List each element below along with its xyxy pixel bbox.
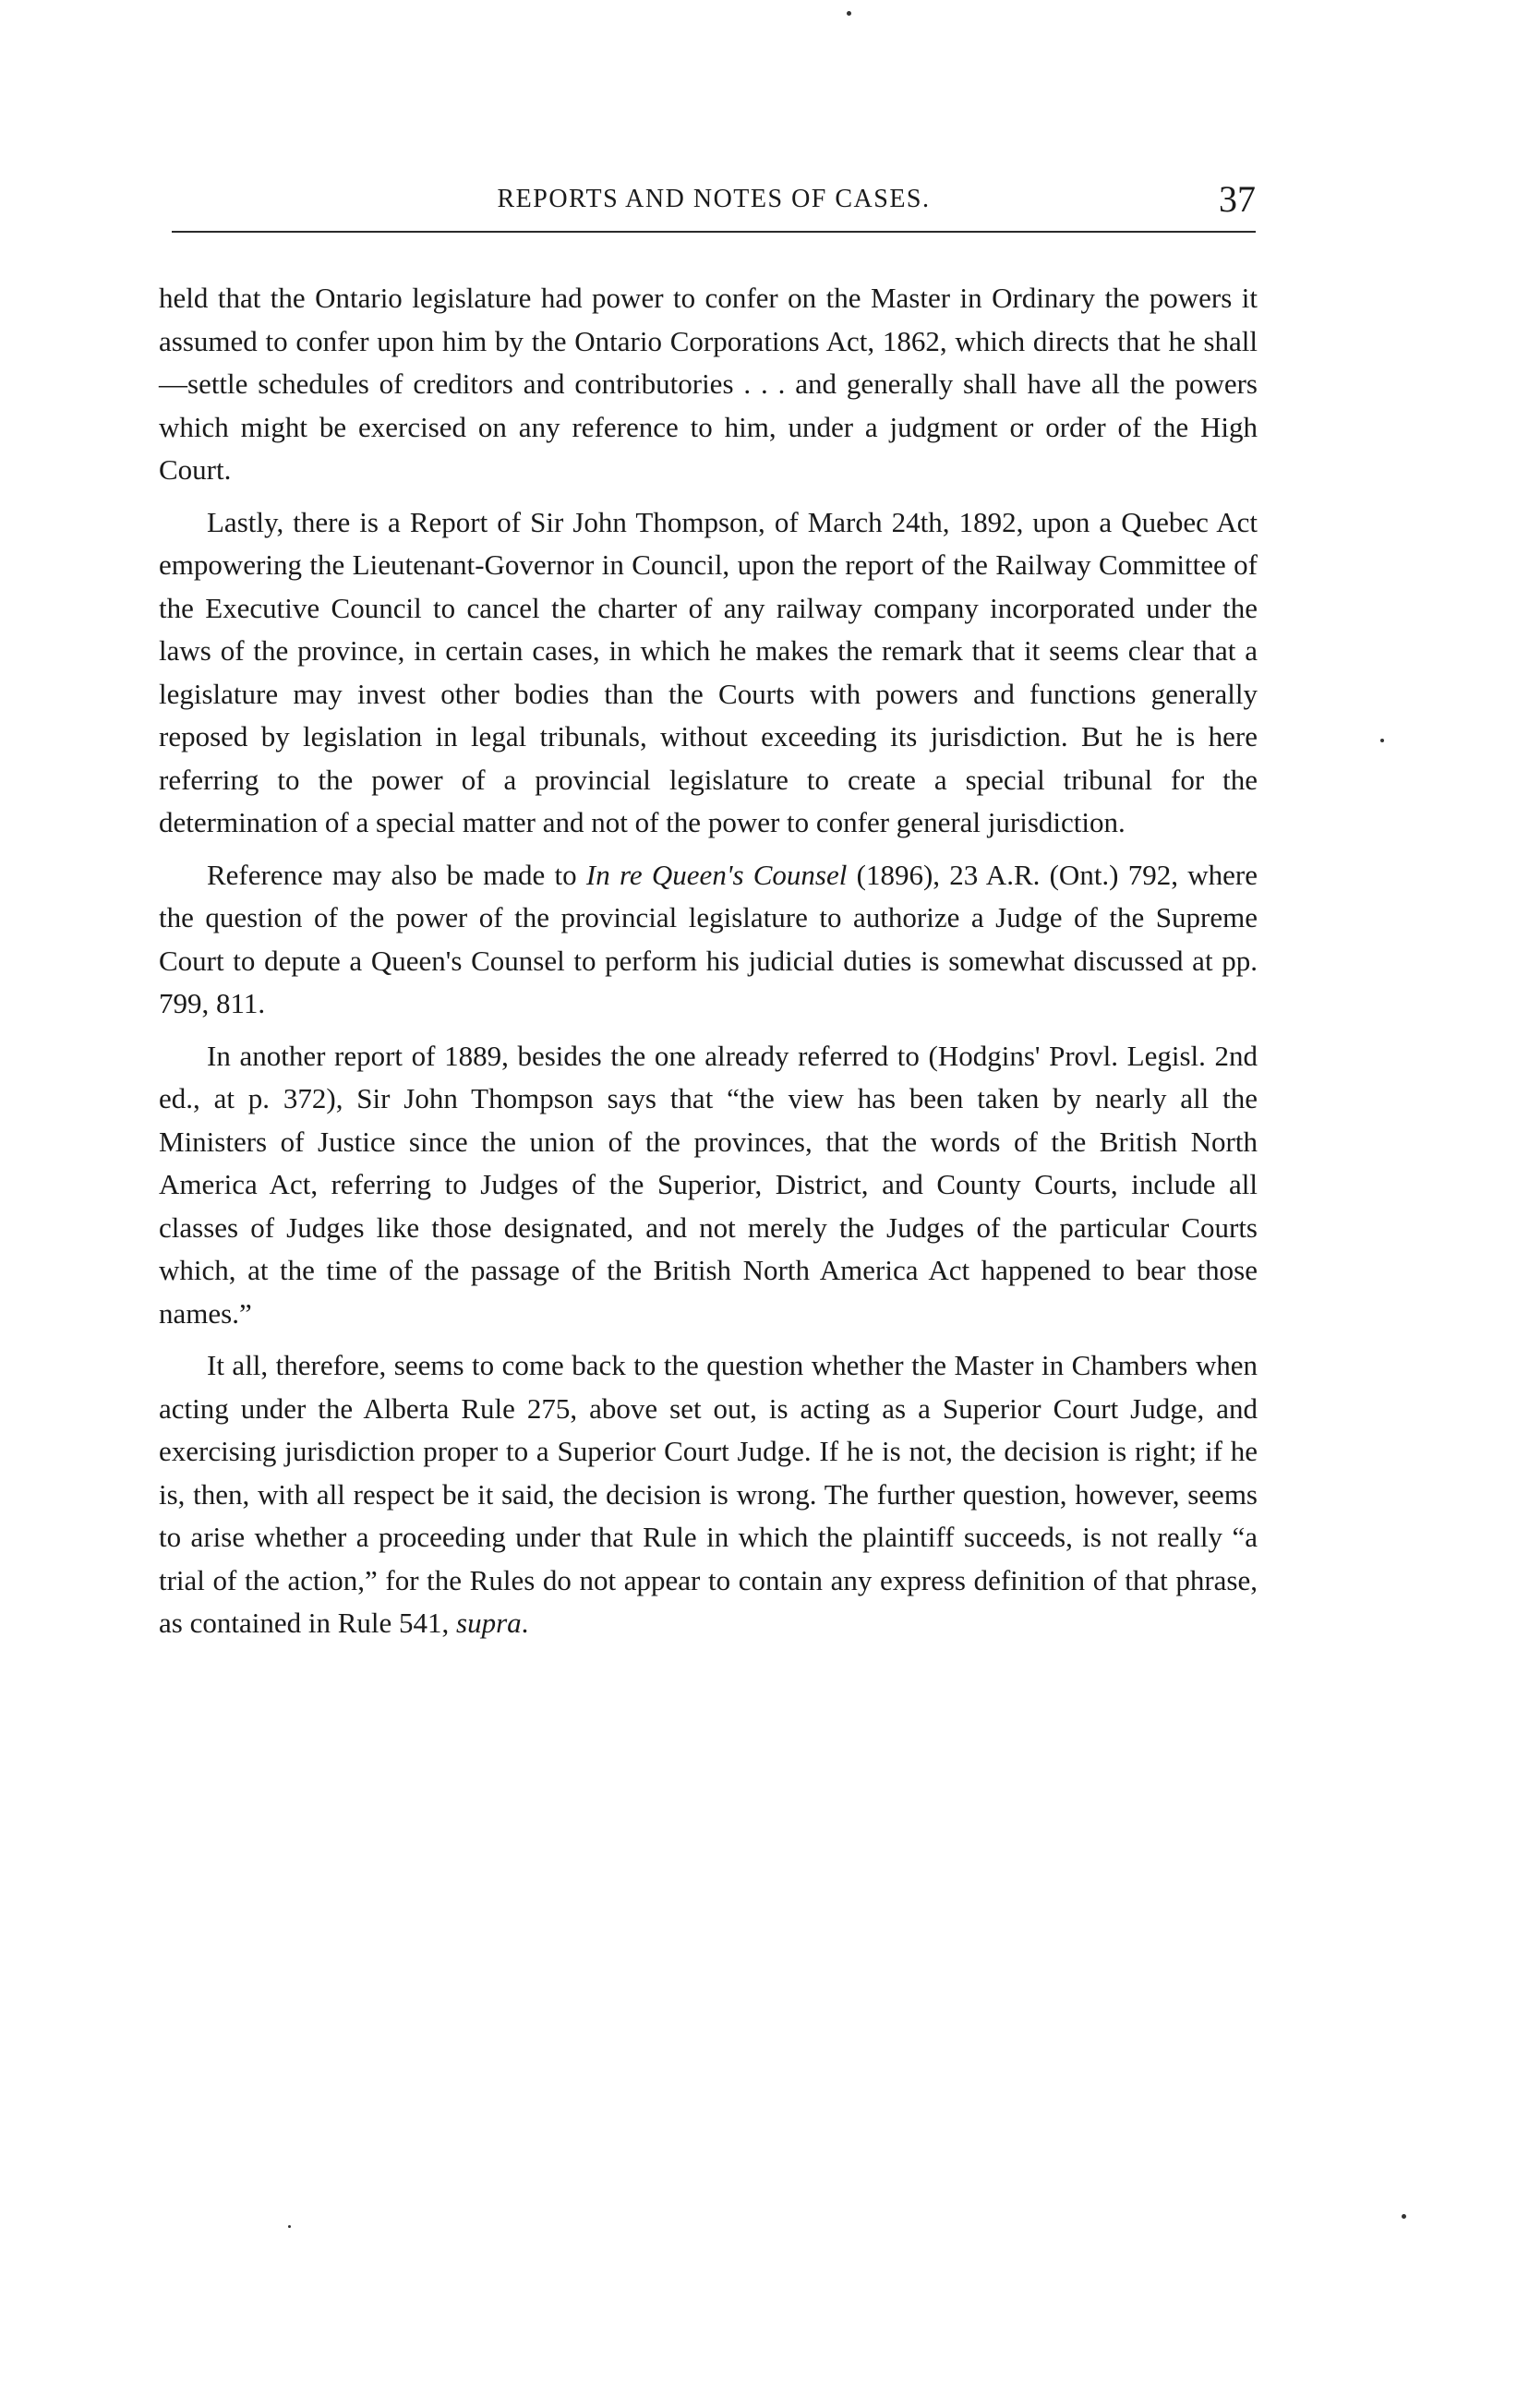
paragraph-5 bbox=[159, 1344, 1258, 1645]
paragraph-2 bbox=[159, 501, 1258, 845]
paragraph-5-text-start: It all, therefore, seems to come back to the question whether the Master in Chambers when acting under the Alberta Rule 275, above set out, is acting as a Superior Court Judge, and exercising jurisdiction proper to a Superior Court Judge. If he is not, the decision is right; if he is, then, with all respect be it said, the decision is wrong. The further question, however, seems to arise whether a proceeding under that Rule in which the plaintiff succeeds, is not really “a trial of the action,” for the Rules do not appear to contain any express definition of that phrase, as contained in Rule 541, bbox=[159, 1349, 1258, 1639]
header-rule bbox=[172, 231, 1256, 233]
paragraph-1-text: held that the Ontario legislature had power to confer on the Master in Ordinary the powers it assumed to confer upon him by the Ontario Corporations Act, 1862, which directs that he shall—settle schedules of creditors and contributories . . . and generally shall have all the powers which might be exercised on any reference to him, under a judgment or order of the High Court. bbox=[159, 282, 1258, 486]
scan-speck bbox=[847, 11, 851, 16]
paragraph-4-text: In another report of 1889, besides the one already referred to (Hodgins' Provl. Legisl. 2nd ed., at p. 372), Sir John Thompson says that “the view has been taken by nearly all the Ministers of Justice since the union of the provinces, that the words of the British North America Act, referring to Judges of the Superior, District, and County Courts, include all classes of Judges like those designated, and not merely the Judges of the particular Courts which, at the time of the passage of the British North America Act happened to bear those names.” bbox=[159, 1039, 1258, 1330]
paragraph-3-text-start: Reference may also be made to bbox=[207, 858, 586, 891]
paragraph-3 bbox=[159, 854, 1258, 1026]
scan-speck bbox=[1402, 2214, 1406, 2219]
scan-speck bbox=[288, 2225, 291, 2228]
case-citation-italic: In re Queen's Counsel bbox=[585, 858, 848, 891]
paragraph-5-text-end: . bbox=[521, 1607, 529, 1639]
scan-speck bbox=[1380, 739, 1384, 742]
paragraph-3-text-end: (1896), 23 A.R. (Ont.) 792, where the question of the power of the provincial legislature to authorize a Judge of the Supreme Court to depute a Queen's Counsel to perform his judicial duties is somewhat discussed at pp. 799, 811. bbox=[159, 858, 1258, 1019]
paragraph-1 bbox=[159, 277, 1258, 492]
body-text bbox=[159, 277, 1258, 1655]
paragraph-2-text: Lastly, there is a Report of Sir John Thompson, of March 24th, 1892, upon a Quebec Act empowering the Lieutenant-Governor in Council, upon the report of the Railway Committee of the Executive Council to cancel the charter of any railway company incorporated under the laws of the province, in certain cases, in which he makes the remark that it seems clear that a legislature may invest other bodies than the Courts with powers and functions generally reposed by legislation in legal tribunals, without exceeding its jurisdiction. But he is here referring to the power of a provincial legislature to create a special tribunal for the determination of a special matter and not of the power to confer general jurisdiction. bbox=[159, 505, 1258, 838]
running-title: REPORTS AND NOTES OF CASES. bbox=[497, 185, 931, 213]
supra-italic: supra bbox=[456, 1607, 522, 1639]
paragraph-4 bbox=[159, 1035, 1258, 1336]
running-head bbox=[172, 177, 1256, 223]
page-number: 37 bbox=[1219, 178, 1256, 220]
